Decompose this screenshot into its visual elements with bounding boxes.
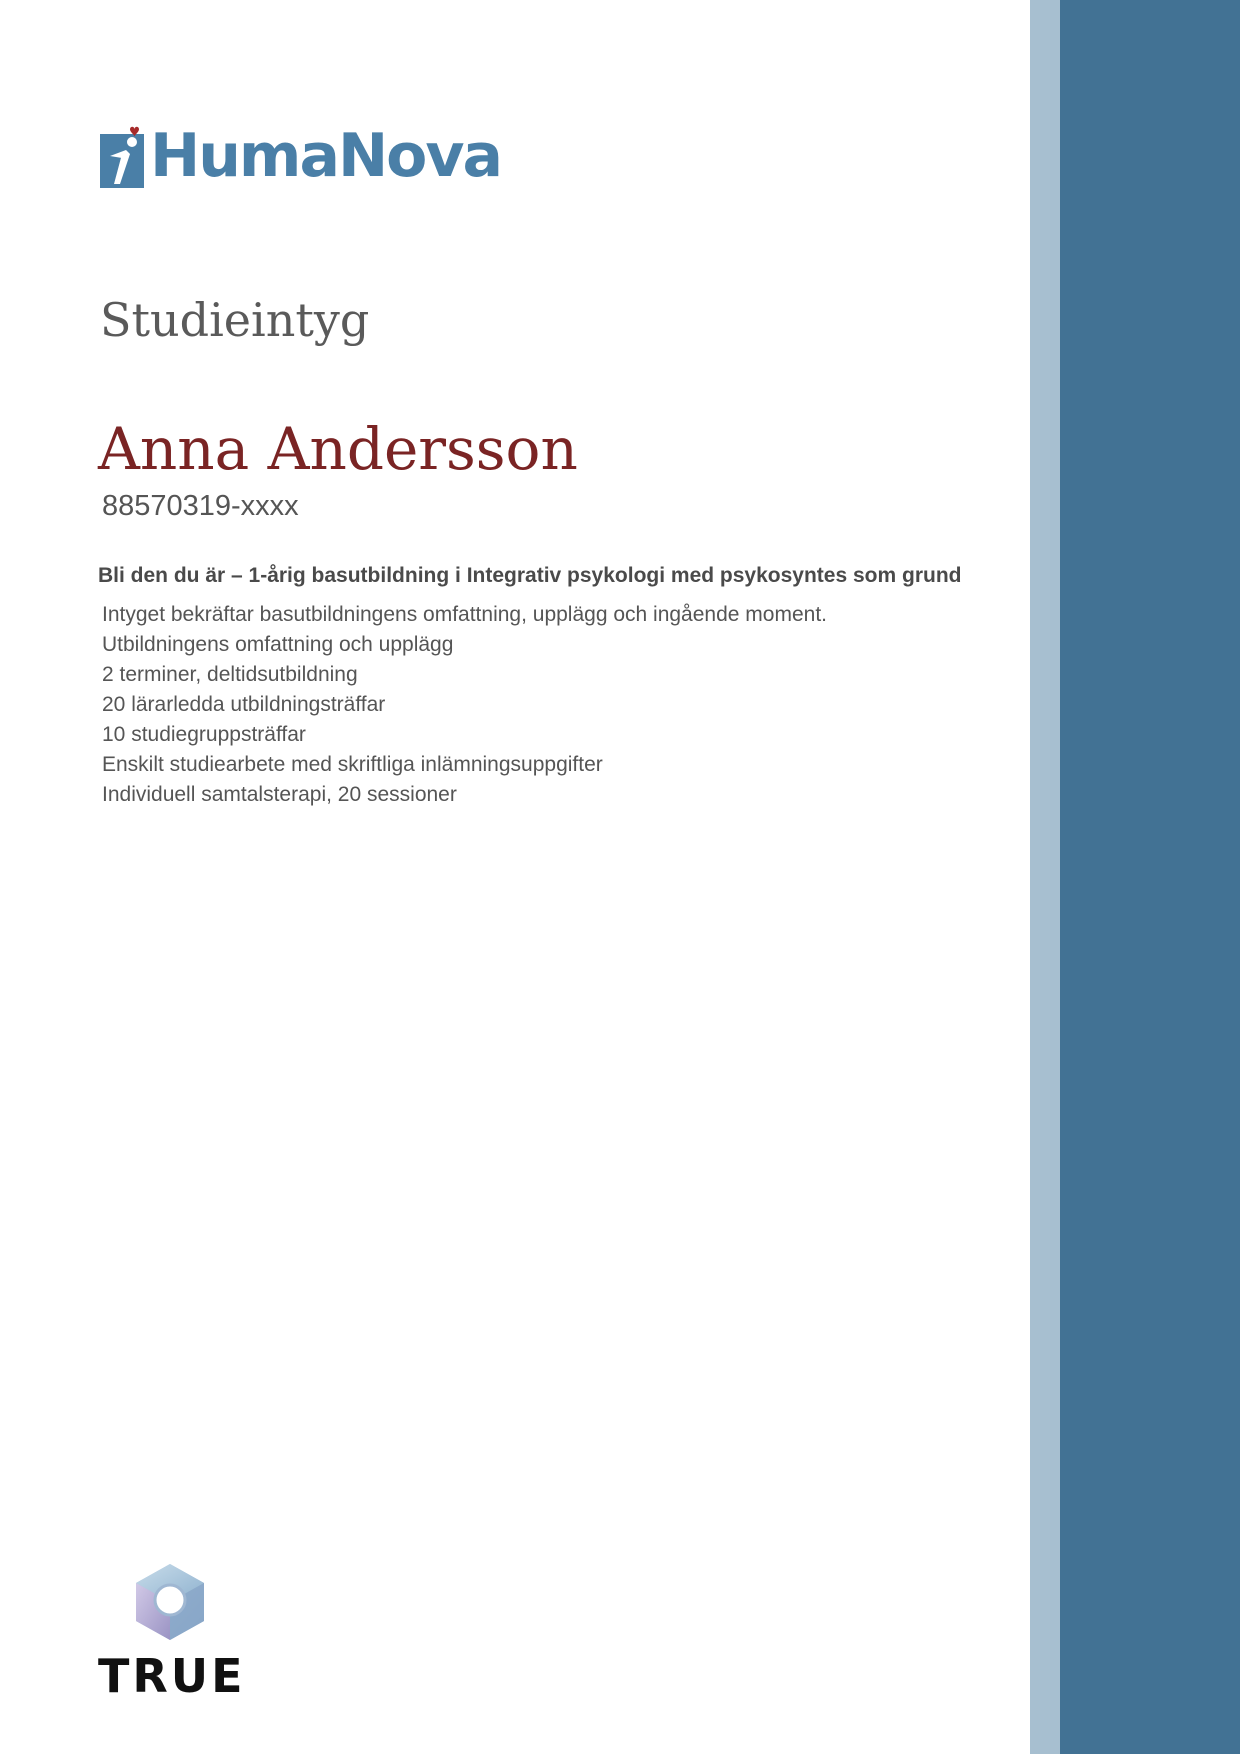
humanova-wordmark: HumaNova: [150, 121, 501, 191]
document-title: Studieintyg: [100, 293, 370, 347]
program-detail-item: Intyget bekräftar basutbildningens omfattning, upplägg och ingående moment.: [102, 603, 827, 626]
humanova-logo: [100, 116, 501, 191]
humanova-logo-icon: [100, 124, 148, 188]
student-id: 88570319-xxxx: [102, 490, 299, 522]
side-stripe-dark: [1060, 0, 1240, 1754]
hexagon-cube-icon: [132, 1562, 208, 1642]
program-detail-item: 2 terminer, deltidsutbildning: [102, 663, 358, 686]
program-detail-item: 10 studiegruppsträffar: [102, 723, 306, 746]
program-detail-item: 20 lärarledda utbildningsträffar: [102, 693, 386, 716]
program-title: Bli den du är – 1-årig basutbildning i Integrativ psykologi med psykosyntes som grund: [98, 564, 962, 587]
program-detail-item: Individuell samtalsterapi, 20 sessioner: [102, 783, 457, 806]
student-name: Anna Andersson: [98, 415, 578, 483]
program-detail-item: Enskilt studiearbete med skriftliga inlämningsuppgifter: [102, 753, 603, 776]
true-logo: [98, 1562, 248, 1702]
program-detail-item: Utbildningens omfattning och upplägg: [102, 633, 454, 656]
program-details-list: [102, 600, 827, 810]
true-wordmark: TRUE: [98, 1649, 246, 1703]
side-stripe-light: [1030, 0, 1060, 1754]
